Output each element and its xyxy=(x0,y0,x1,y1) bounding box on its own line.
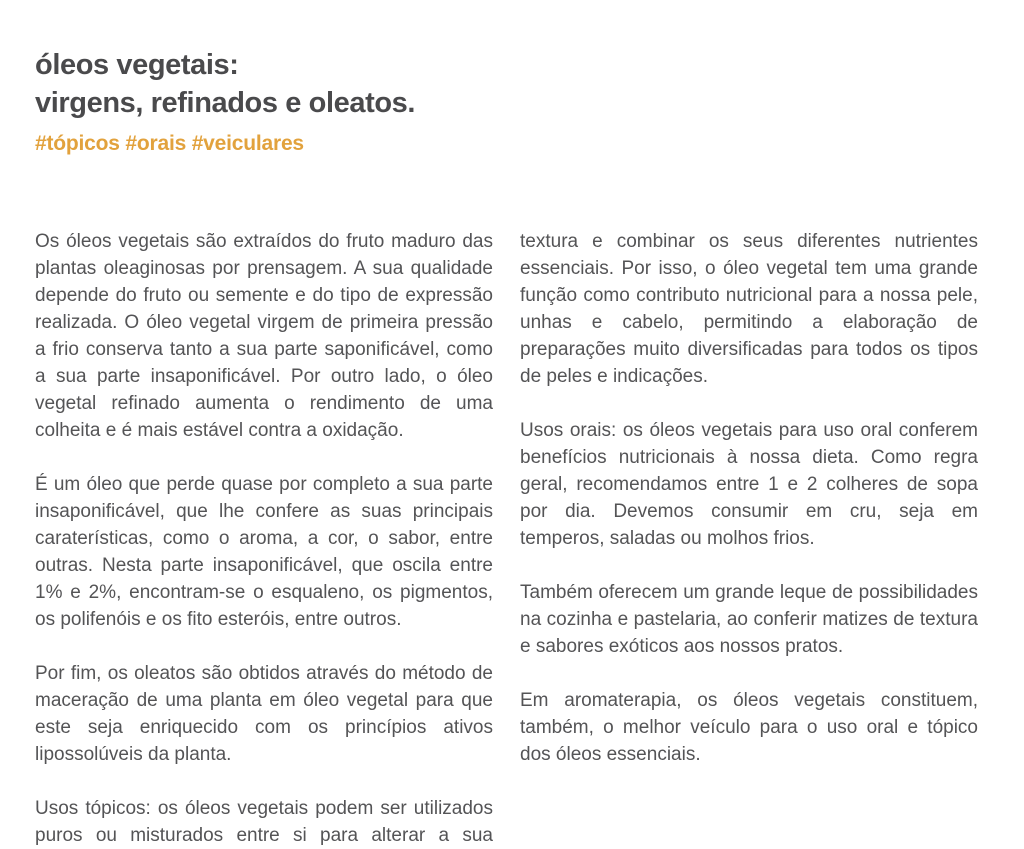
paragraph-usos-orais: Usos orais: os óleos vegetais para uso oral conferem benefícios nutricionais à nossa dieta. Como regra geral, recomendamos entre 1 e 2 colheres de sopa por dia. Devemos consumir em cru, seja em temperos, saladas ou molhos frios. xyxy=(520,420,978,549)
right-column xyxy=(520,228,978,849)
page-title-line-2: virgens, refinados e oleatos. xyxy=(35,87,416,119)
page-header xyxy=(35,46,975,157)
page-title xyxy=(35,46,975,122)
paragraph-cozinha: Também oferecem um grande leque de possibilidades na cozinha e pastelaria, ao conferir matizes de textura e sabores exóticos aos nossos pratos. xyxy=(520,582,978,657)
paragraph-oleatos: Por fim, os oleatos são obtidos através do método de maceração de uma planta em óleo vegetal para que este seja enriquecido com os princípios ativos lipossolúveis da planta. xyxy=(35,663,493,765)
paragraph-extraction: Os óleos vegetais são extraídos do fruto maduro das plantas oleaginosas por prensagem. A sua qualidade depende do fruto ou semente e do tipo de expressão realizada. O óleo vegetal virgem de primeira pressão a frio conserva tanto a sua parte saponificável, como a sua parte insaponificável. Por outro lado, o óleo vegetal refinado aumenta o rendimento de uma colheita e é mais estável contra a oxidação. xyxy=(35,231,493,441)
hashtags-subtitle: #tópicos #orais #veiculares xyxy=(35,132,304,155)
paragraph-aromaterapia: Em aromaterapia, os óleos vegetais constituem, também, o melhor veículo para o uso oral e tópico dos óleos essenciais. xyxy=(520,690,978,765)
paragraph-usos-topicos-continuation: textura e combinar os seus diferentes nutrientes essenciais. Por isso, o óleo vegetal tem uma grande função como contributo nutricional para a nossa pele, unhas e cabelo, permitindo a elaboração de preparações muito diversificadas para todos os tipos de peles e indicações. xyxy=(520,231,978,387)
page-title-line-1: óleos vegetais: xyxy=(35,49,239,81)
left-column xyxy=(35,228,493,849)
paragraph-insaponifiable: É um óleo que perde quase por completo a sua parte insaponificável, que lhe confere as suas principais caraterísticas, como o aroma, a cor, o sabor, entre outras. Nesta parte insaponificável, que oscila entre 1% e 2%, encontram-se o esqualeno, os pigmentos, os polifenóis e os fito esteróis, entre outros. xyxy=(35,474,493,630)
paragraph-usos-topicos: Usos tópicos: os óleos vegetais podem ser utilizados puros ou misturados entre si para alterar a sua xyxy=(35,798,493,846)
body-columns xyxy=(35,228,978,849)
